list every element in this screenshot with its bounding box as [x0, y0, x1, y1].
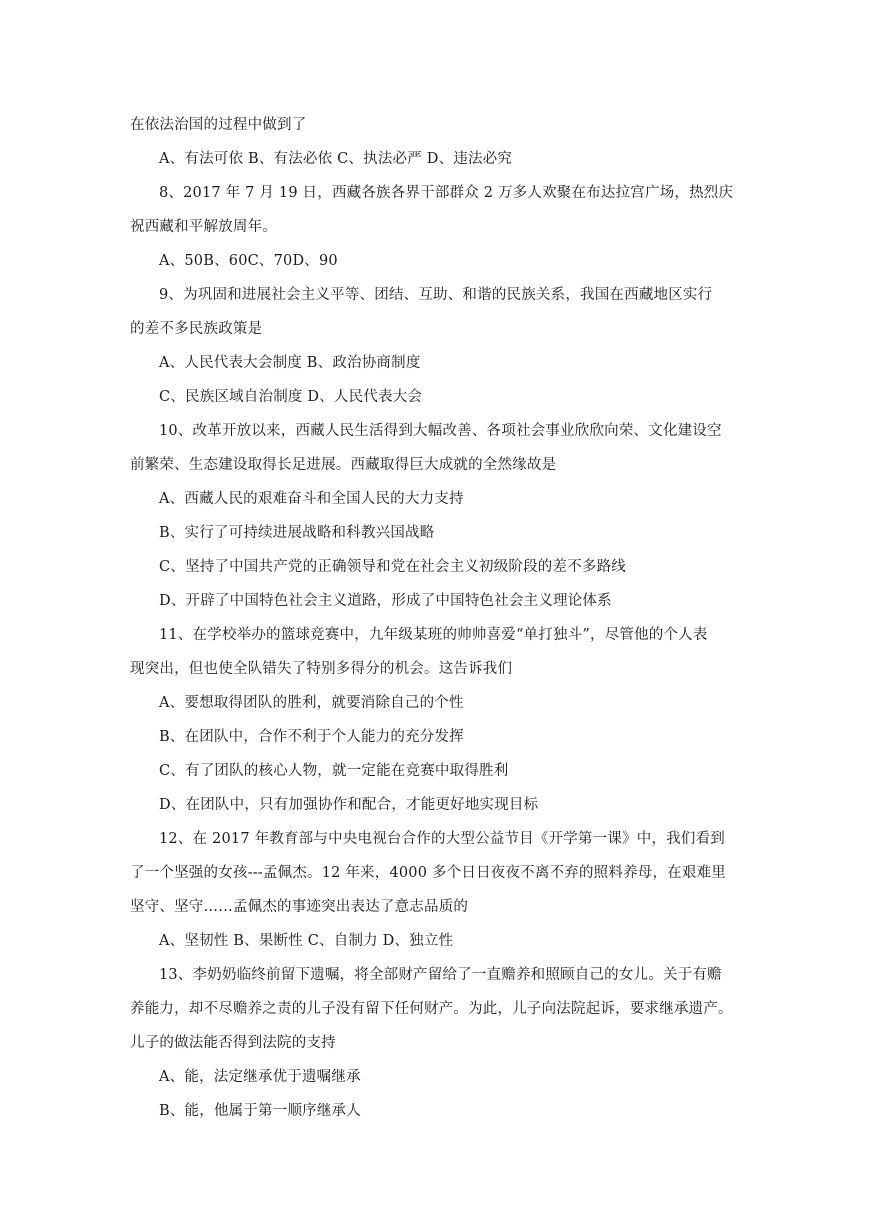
text-line: 的差不多民族政策是 [130, 321, 263, 337]
text-line: 在依法治国的过程中做到了 [130, 117, 307, 133]
text-line: 了一个坚强的女孩---孟佩杰。12 年来，4000 多个日日夜夜不离不弃的照料养母，在艰难里 [130, 865, 726, 881]
answer-options-line: A、坚韧性 B、果断性 C、自制力 D、独立性 [159, 933, 454, 949]
answer-option-c: C、坚持了中国共产党的正确领导和党在社会主义初级阶段的差不多路线 [159, 559, 626, 575]
answer-option-b: B、在团队中，合作不利于个人能力的充分发挥 [159, 729, 464, 745]
answer-options-line: A、有法可依 B、有法必依 C、执法必严 D、违法必究 [159, 151, 513, 167]
answer-options-line: C、民族区域自治制度 D、人民代表大会 [159, 389, 423, 405]
answer-option-b: B、能，他属于第一顺序继承人 [159, 1103, 361, 1119]
text-line: 儿子的做法能否得到法院的支持 [130, 1035, 336, 1051]
question-13-line: 13、李奶奶临终前留下遗嘱，将全部财产留给了一直赡养和照顾自己的女儿。关于有赡 [159, 967, 722, 983]
answer-option-c: C、有了团队的核心人物，就一定能在竞赛中取得胜利 [159, 763, 509, 779]
text-line: 祝西藏和平解放周年。 [130, 219, 277, 235]
text-line: 坚守、坚守……孟佩杰的事迹突出表达了意志品质的 [130, 899, 469, 915]
answer-option-a: A、要想取得团队的胜利，就要消除自己的个性 [159, 695, 464, 711]
question-9-line: 9、为巩固和进展社会主义平等、团结、互助、和谐的民族关系，我国在西藏地区实行 [159, 287, 713, 303]
question-12-line: 12、在 2017 年教育部与中央电视台合作的大型公益节目《开学第一课》中，我们看到 [159, 831, 725, 847]
answer-options-line: A、50B、60C、70D、90 [159, 253, 338, 269]
answer-option-d: D、在团队中，只有加强协作和配合，才能更好地实现目标 [159, 797, 539, 813]
question-8-line: 8、2017 年 7 月 19 日，西藏各族各界干部群众 2 万多人欢聚在布达拉宫广场，热烈庆 [159, 185, 734, 201]
answer-option-a: A、西藏人民的艰难奋斗和全国人民的大力支持 [159, 491, 464, 507]
answer-option-a: A、能，法定继承优于遗嘱继承 [159, 1069, 361, 1085]
answer-options-line: A、人民代表大会制度 B、政治协商制度 [159, 355, 421, 371]
question-10-line: 10、改革开放以来，西藏人民生活得到大幅改善、各项社会事业欣欣向荣、文化建设空 [159, 423, 722, 439]
text-line: 前繁荣、生态建设取得长足进展。西藏取得巨大成就的全然缘故是 [130, 457, 557, 473]
text-line: 养能力，却不尽赡养之责的儿子没有留下任何财产。为此，儿子向法院起诉，要求继承遗产。 [130, 1001, 733, 1017]
text-line: 现突出，但也使全队错失了特别多得分的机会。这告诉我们 [130, 661, 513, 677]
document-body [130, 108, 750, 1128]
answer-option-d: D、开辟了中国特色社会主义道路，形成了中国特色社会主义理论体系 [159, 593, 612, 609]
question-11-line: 11、在学校举办的篮球竞赛中，九年级某班的帅帅喜爱“单打独斗”，尽管他的个人表 [159, 627, 708, 643]
answer-option-b: B、实行了可持续进展战略和科教兴国战略 [159, 525, 435, 541]
